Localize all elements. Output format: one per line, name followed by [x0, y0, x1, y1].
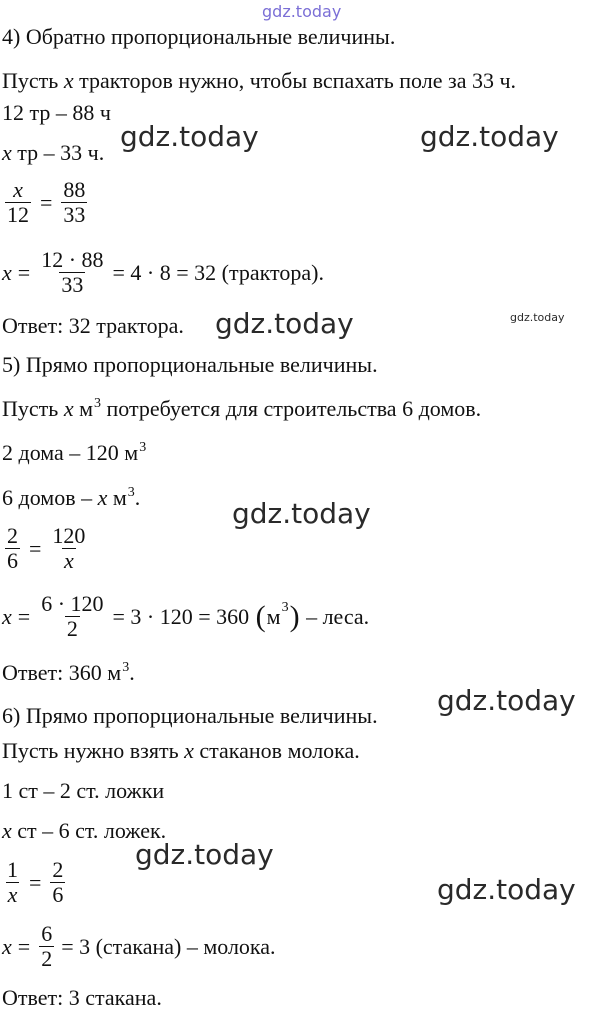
task5-calc-paren-close: ) — [289, 599, 300, 633]
task6-intro-pre: Пусть нужно взять — [2, 738, 185, 763]
task6-intro-var: x — [184, 738, 194, 763]
task5-intro-post: потребуется для строительства 6 домов. — [101, 396, 482, 421]
task4-prop-left-fraction — [5, 178, 31, 227]
task6-calculation — [2, 922, 276, 971]
task5-calc-unit-exp: 3 — [281, 599, 289, 615]
task4-calc-var: x — [2, 259, 12, 285]
watermark-6: gdz.today — [135, 838, 274, 871]
task4-calc-rest: = 4 · 8 = 32 (трактора). — [112, 259, 324, 285]
task4-intro-pre: Пусть — [2, 68, 64, 93]
task4-calc-equals: = — [17, 259, 31, 285]
task6-calc-equals: = — [17, 933, 31, 959]
task6-line2-rest: ст – 6 ст. ложек. — [11, 818, 167, 843]
task5-prop-right-num: 120 — [52, 523, 86, 548]
task5-answer-exp: 3 — [122, 660, 130, 675]
watermark-1: gdz.today — [120, 120, 259, 153]
task5-line2 — [2, 485, 140, 515]
task6-prop-right-den: 6 — [52, 882, 64, 907]
task5-line2-exp: 3 — [127, 485, 135, 500]
task6-prop-left-fraction — [5, 858, 20, 907]
task5-intro — [2, 396, 481, 426]
task5-line2-end: . — [134, 485, 141, 510]
task5-intro-unit: м — [73, 396, 93, 421]
task6-heading: 6) Прямо пропорциональные величины. — [2, 703, 378, 728]
task5-line1 — [2, 440, 146, 470]
task6-prop-equals: = — [29, 869, 42, 895]
task6-prop-right-fraction — [50, 858, 65, 907]
task5-line2-pre: 6 домов – — [2, 485, 98, 510]
task6-answer: Ответ: 3 стакана. — [2, 985, 162, 1009]
task6-calc-rest: = 3 (стакана) – молока. — [61, 933, 276, 959]
task5-calc-den: 2 — [66, 616, 78, 641]
task6-proportion — [2, 858, 68, 907]
task4-prop-right-den: 33 — [63, 202, 86, 227]
task5-heading: 5) Прямо пропорциональные величины. — [2, 352, 378, 377]
task5-intro-exp: 3 — [94, 396, 101, 411]
task5-intro-pre: Пусть — [2, 396, 64, 421]
task4-intro-var: x — [63, 68, 74, 93]
task6-line1: 1 ст – 2 ст. ложки — [2, 778, 165, 803]
watermark-top: gdz.today — [262, 2, 342, 21]
task5-answer-end: . — [129, 660, 135, 685]
task6-prop-left-num: 1 — [7, 857, 18, 882]
task5-line2-unit: м — [107, 485, 127, 510]
watermark-4: gdz.today — [232, 497, 371, 530]
task6-prop-left-den: x — [7, 882, 18, 907]
task4-heading: 4) Обратно пропорциональные величины. — [2, 24, 396, 49]
task5-answer — [2, 660, 135, 690]
task4-prop-right-num: 88 — [63, 177, 86, 202]
task6-prop-right-num: 2 — [52, 857, 64, 882]
task4-answer: Ответ: 32 трактора. — [2, 313, 184, 338]
task5-calc-var: x — [2, 603, 12, 629]
task4-line2-var: x — [2, 140, 12, 165]
task6-intro — [2, 738, 360, 764]
task5-proportion — [2, 524, 90, 573]
task5-answer-text: Ответ: 360 м — [2, 660, 122, 685]
task5-calc-paren-open: ( — [255, 599, 266, 633]
task4-proportion — [2, 178, 90, 227]
task5-calc-unit: м — [266, 603, 281, 629]
task5-prop-right-den: x — [64, 548, 74, 573]
task5-intro-var: x — [63, 396, 74, 421]
task4-calculation — [2, 248, 324, 297]
watermark-7: gdz.today — [437, 873, 576, 906]
watermark-3: gdz.today — [215, 307, 354, 340]
task5-calc-equals: = — [17, 603, 31, 629]
task4-intro-post: тракторов нужно, чтобы вспахать поле за 33 ч. — [73, 68, 517, 93]
task5-prop-left-fraction — [5, 524, 20, 573]
watermark-small: gdz.today — [510, 311, 565, 324]
task4-line2-rest: тр – 33 ч. — [11, 140, 105, 165]
task4-prop-left-den: 12 — [7, 202, 29, 227]
task4-calc-num: 12 · 88 — [41, 247, 104, 272]
task4-line1: 12 тр – 88 ч — [2, 100, 111, 125]
task4-prop-right-fraction — [61, 178, 87, 227]
task5-prop-equals: = — [29, 535, 42, 561]
task6-intro-post: стаканов молока. — [193, 738, 360, 763]
task4-calc-fraction — [39, 248, 105, 297]
watermark-2: gdz.today — [420, 120, 559, 153]
task5-calc-fraction — [39, 592, 105, 641]
task4-intro — [2, 68, 516, 94]
task5-calc-rest-post: – леса. — [300, 603, 370, 629]
task5-line2-var: x — [97, 485, 108, 510]
task6-calc-fraction — [39, 922, 54, 971]
task5-calc-rest-pre: = 3 · 120 = 360 — [112, 603, 255, 629]
task5-prop-right-fraction — [50, 524, 87, 573]
task5-prop-left-den: 6 — [7, 548, 18, 573]
task5-line1-exp: 3 — [139, 440, 147, 455]
task4-prop-left-num: x — [13, 177, 23, 202]
task4-calc-den: 33 — [61, 272, 84, 297]
task6-calc-var: x — [2, 933, 12, 959]
task6-calc-num: 6 — [41, 921, 53, 946]
task5-line1-text: 2 дома – 120 м — [2, 440, 139, 465]
task4-prop-equals: = — [40, 189, 53, 215]
task5-prop-left-num: 2 — [7, 523, 18, 548]
task6-calc-den: 2 — [41, 946, 53, 971]
watermark-5: gdz.today — [437, 684, 576, 717]
task6-line2-var: x — [2, 818, 12, 843]
task4-line2 — [2, 140, 104, 166]
task5-calculation — [2, 592, 369, 641]
task5-calc-num: 6 · 120 — [41, 591, 104, 616]
